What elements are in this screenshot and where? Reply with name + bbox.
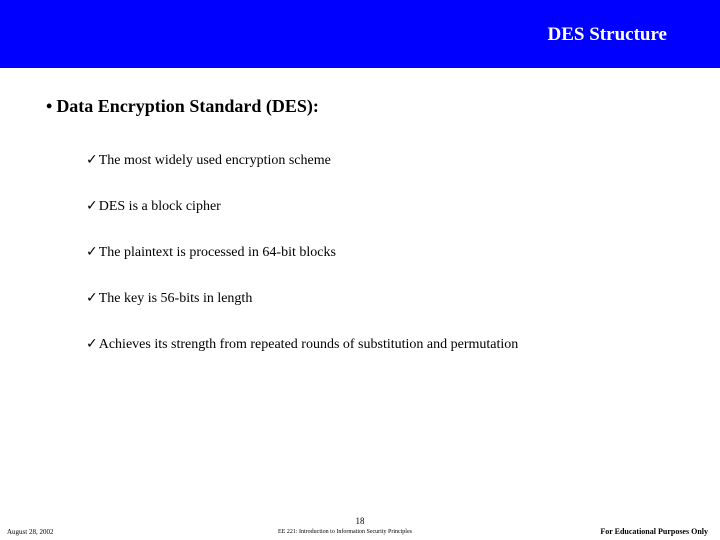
checkmark-icon: ✓ xyxy=(86,198,98,214)
footer-course: EE 221: Introduction to Information Security Principles xyxy=(278,529,412,535)
list-item-text: Achieves its strength from repeated rounds of substitution and permutation xyxy=(98,337,519,352)
page-number: 18 xyxy=(355,516,365,526)
footer-note: For Educational Purposes Only xyxy=(600,527,708,536)
list-item xyxy=(86,197,518,243)
bullet-icon: • xyxy=(46,96,53,116)
checkmark-icon: ✓ xyxy=(86,336,98,352)
main-bullet-text: Data Encryption Standard (DES): xyxy=(56,96,319,116)
checkmark-icon: ✓ xyxy=(86,244,98,260)
checkmark-icon: ✓ xyxy=(86,152,98,168)
list-item-text: The plaintext is processed in 64-bit blocks xyxy=(98,245,336,260)
list-item xyxy=(86,335,518,381)
list-item-text: The key is 56-bits in length xyxy=(98,291,253,306)
slide-title: DES Structure xyxy=(547,24,667,45)
footer-date: August 28, 2002 xyxy=(7,528,54,536)
list-item xyxy=(86,151,518,197)
sub-bullet-list xyxy=(86,151,518,381)
list-item xyxy=(86,289,518,335)
list-item-text: DES is a block cipher xyxy=(98,199,221,214)
list-item-text: The most widely used encryption scheme xyxy=(98,153,331,168)
list-item xyxy=(86,243,518,289)
main-bullet xyxy=(46,96,319,117)
checkmark-icon: ✓ xyxy=(86,290,98,306)
